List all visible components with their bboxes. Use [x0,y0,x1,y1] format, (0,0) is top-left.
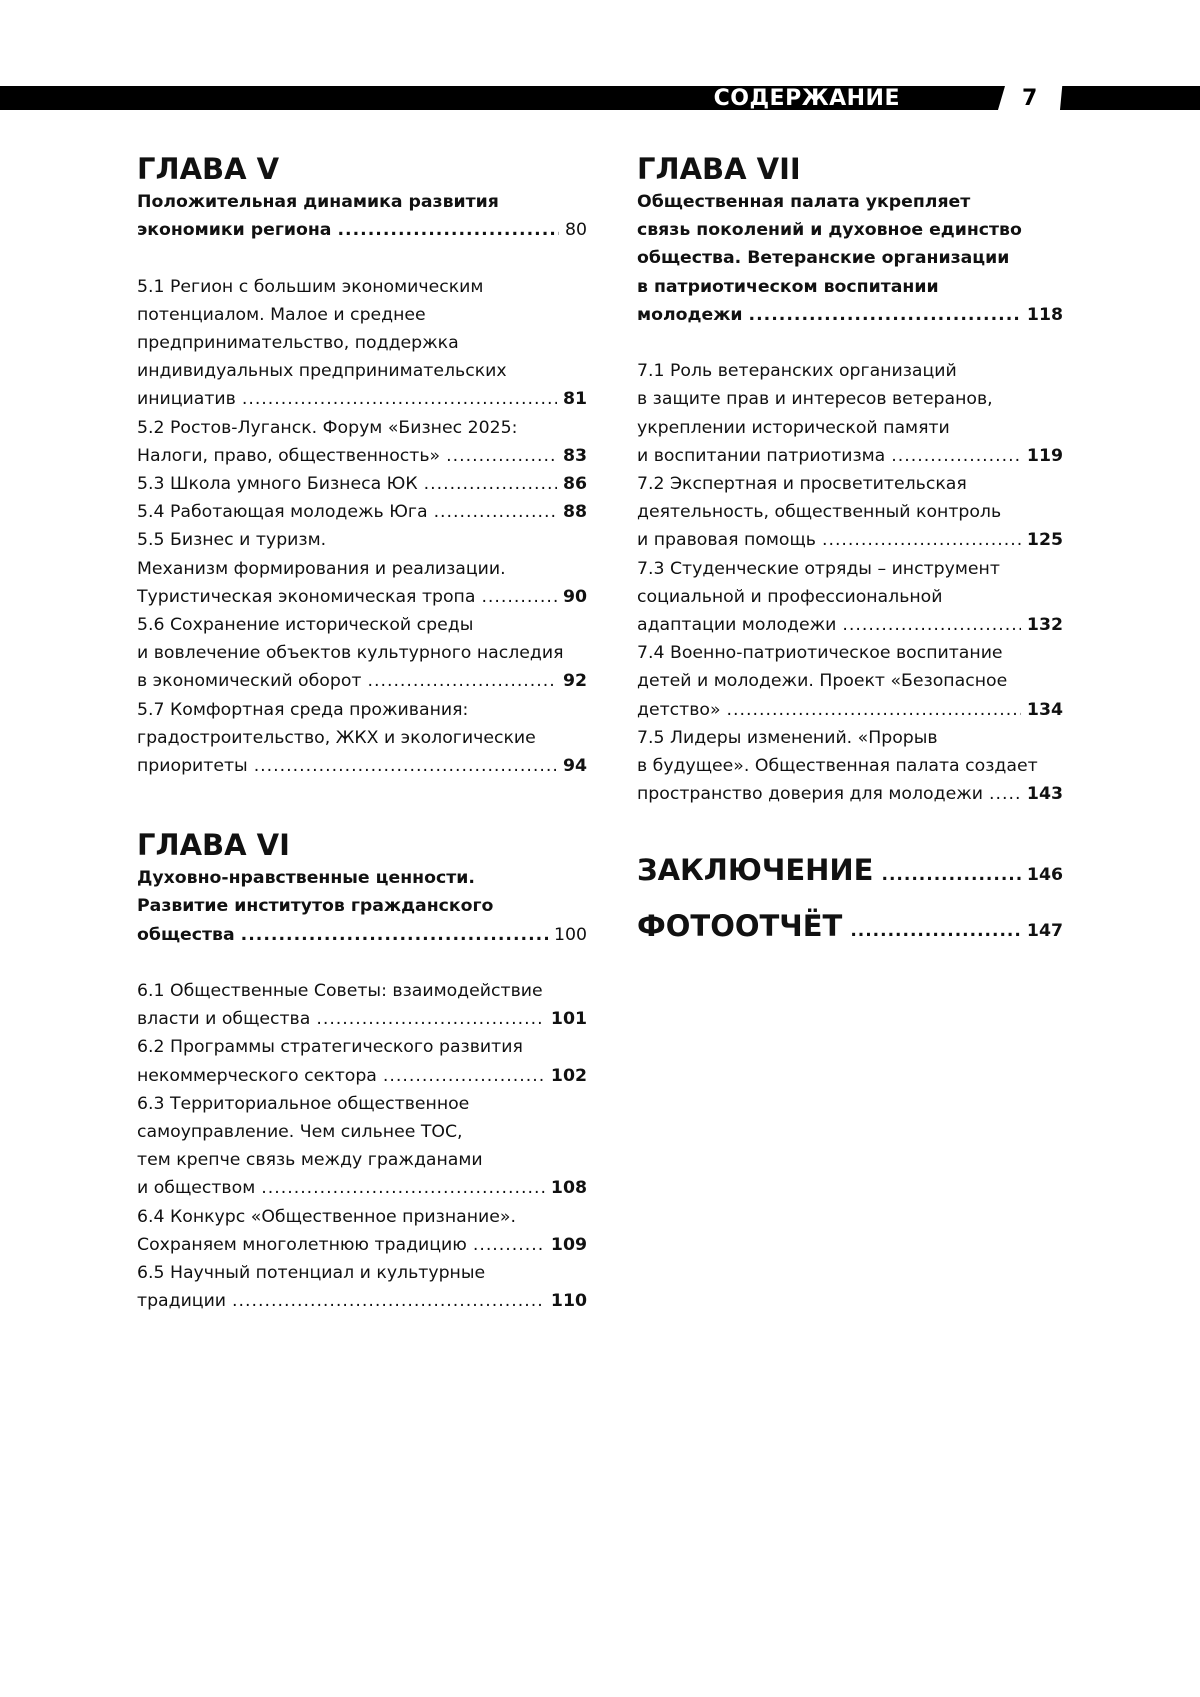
page-number: 109 [550,1234,587,1255]
chapter5-title[interactable] [137,188,587,244]
toc-left-column [137,150,587,1315]
chapter5-title-line-2: экономики региона ..... 80 [137,216,587,244]
chapter6-title-page: 100 [554,924,587,945]
leader-dots [424,470,557,498]
chapter5-title-line-1: Положительная динамика развития [137,192,499,212]
chapter7-title[interactable]: Общественная палата укрепляет связь поколений и духовное единство общества. Ветеранские организации в патриотическом воспитании молодежи ..... 118 [637,188,1063,329]
toc-entry-5-5[interactable]: 5.5 Бизнес и туризм. Механизм формирования и реализации. Туристическая экономическая тропа ..... 90 [137,526,587,611]
leader-dots [367,667,556,695]
page-number: 102 [550,1065,587,1086]
leader-dots [842,611,1021,639]
toc-entry-6-4[interactable]: 6.4 Конкурс «Общественное признание». Сохраняем многолетнюю традицию ..... 109 [137,1203,587,1259]
leader-dots [316,1005,545,1033]
page-number: 86 [562,474,587,495]
toc-entry-7-1[interactable]: 7.1 Роль ветеранских организаций в защите прав и интересов ветеранов, укреплении исторической памяти и воспитании патриотизма ..... 119 [637,357,1063,470]
toc-entry-7-5[interactable]: 7.5 Лидеры изменений. «Прорыв в будущее». Общественная палата создает пространство доверия для молодежи ..... 143 [637,724,1063,809]
page-number: 101 [550,1009,587,1030]
leader-dots [749,301,1021,329]
leader-dots [434,498,557,526]
page-number: 81 [562,389,587,410]
toc-entry-6-5[interactable]: 6.5 Научный потенциал и культурные традиции ..... 110 [137,1259,587,1315]
header-title: СОДЕРЖАНИЕ [713,86,900,111]
leader-dots [337,216,559,244]
leader-dots [850,921,1023,941]
toc-entry-7-4[interactable]: 7.4 Военно-патриотическое воспитание детей и молодежи. Проект «Безопасное детство» ..... 134 [637,639,1063,724]
leader-dots [989,780,1021,808]
chapter6-entries [137,864,587,1315]
leader-dots [727,696,1021,724]
toc-entry-5-1[interactable]: 5.1 Регион с большим экономическим потенциалом. Малое и среднее предпринимательство, поддержка индивидуальных предпринимательских инициатив ..... 81 [137,273,587,414]
toc-entry-5-7[interactable]: 5.7 Комфортная среда проживания: градостроительство, ЖКХ и экологические приоритеты ..... 94 [137,696,587,781]
conclusion-label: ЗАКЛЮЧЕНИЕ [637,853,874,888]
leader-dots [232,1287,545,1315]
leader-dots [241,921,548,949]
page-number: 119 [1026,445,1063,466]
leader-dots [481,583,557,611]
chapter7-heading: ГЛАВА VII [637,152,801,186]
chapter6-title[interactable]: Духовно-нравственные ценности. Развитие институтов гражданского общества ..... 100 [137,864,587,949]
chapter7-title-page: 118 [1026,304,1063,325]
leader-dots [261,1174,545,1202]
chapter5-heading: ГЛАВА V [137,152,280,186]
photo-report-label: ФОТООТЧЁТ [637,909,843,944]
leader-dots [446,442,557,470]
toc-entry-5-6[interactable]: 5.6 Сохранение исторической среды и вовлечение объектов культурного наследия в экономический оборот ..... 92 [137,611,587,696]
toc-entry-conclusion[interactable] [637,842,1063,898]
toc-entry-5-4[interactable]: 5.4 Работающая молодежь Юга ..... 88 [137,498,587,526]
toc-right-column [637,150,1063,954]
page-number: 134 [1026,699,1063,720]
toc-entry-5-3[interactable]: 5.3 Школа умного Бизнеса ЮК ..... 86 [137,470,587,498]
chapter7-entries [637,188,1063,808]
header-page-number: 7 [1022,86,1038,111]
toc-entry-6-1[interactable]: 6.1 Общественные Советы: взаимодействие власти и общества ..... 101 [137,977,587,1033]
toc-entry-photo-report[interactable] [637,898,1063,954]
page-number: 125 [1026,530,1063,551]
page-number: 94 [562,756,587,777]
page-number: 143 [1026,784,1063,805]
leader-dots [383,1062,545,1090]
chapter6-heading: ГЛАВА VI [137,828,290,863]
leader-dots [891,442,1021,470]
toc-entry-6-3[interactable]: 6.3 Территориальное общественное самоуправление. Чем сильнее ТОС, тем крепче связь между гражданами и обществом ..... 108 [137,1090,587,1203]
page-number: 92 [562,671,587,692]
page-number: 88 [562,502,587,523]
toc-entry-6-2[interactable]: 6.2 Программы стратегического развития некоммерческого сектора ..... 102 [137,1033,587,1089]
leader-dots [822,526,1021,554]
page-number: 108 [550,1178,587,1199]
toc-entry-7-3[interactable]: 7.3 Студенческие отряды – инструмент социальной и профессиональной адаптации молодежи ..... 132 [637,555,1063,640]
page-number: 83 [562,445,587,466]
leader-dots [881,865,1022,885]
page-number: 90 [562,586,587,607]
leader-dots [473,1231,545,1259]
toc-entry-7-2[interactable]: 7.2 Экспертная и просветительская деятельность, общественный контроль и правовая помощь ..... 125 [637,470,1063,555]
page-number: 132 [1026,615,1063,636]
chapter5-entries [137,188,587,780]
toc-entry-5-2[interactable]: 5.2 Ростов-Луганск. Форум «Бизнес 2025: Налоги, право, общественность» ..... 83 [137,414,587,470]
page-number: 110 [550,1291,587,1312]
leader-dots [254,752,557,780]
conclusion-page: 146 [1026,865,1063,886]
header-bar-right [1060,86,1200,110]
photo-report-page: 147 [1026,921,1063,942]
chapter5-title-page: 80 [565,220,587,241]
leader-dots [242,385,557,413]
